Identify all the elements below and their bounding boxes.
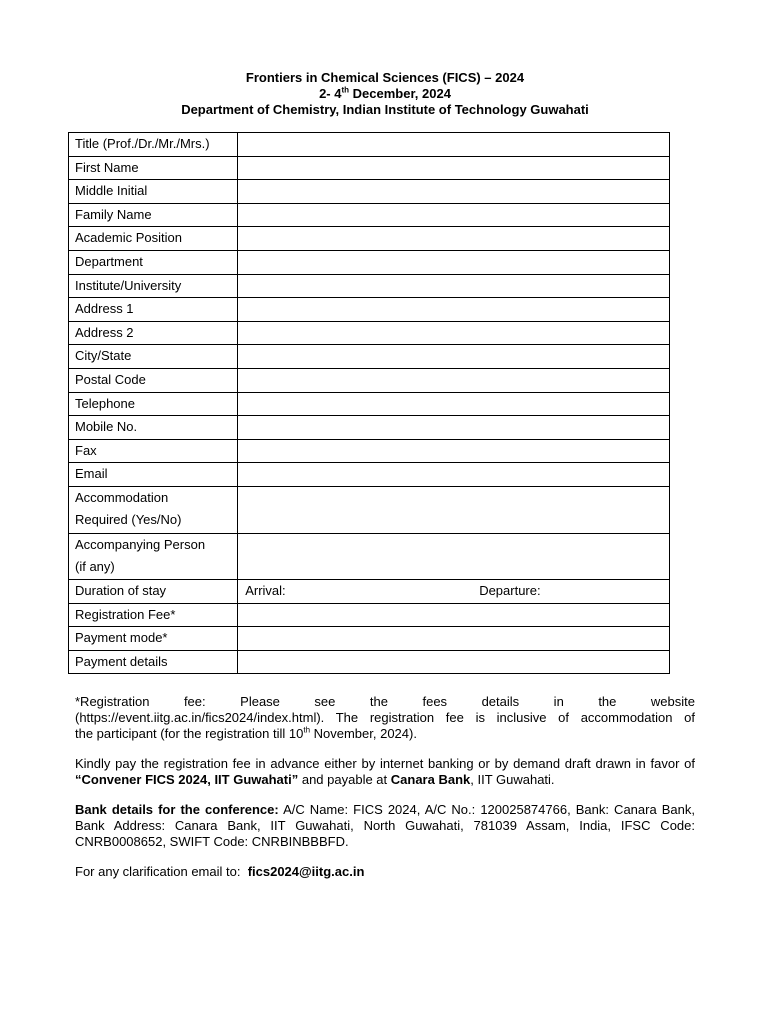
department-line: Department of Chemistry, Indian Institute of Technology Guwahati [181, 102, 589, 117]
bank-details-text: A/C Name: FICS 2024, A/C No.: 120025874766, Bank: Canara Bank, Bank Address: Canara Bank, IIT Guwahati, North Guwahati, 781039 Assam, India, IFSC Code: CNRB0008652, SWIFT Code: CNRBINBBBFD. [75, 802, 695, 849]
form-row-postal-code [69, 368, 670, 392]
label-accompanying-line2: (if any) [75, 558, 115, 574]
label-title: Title (Prof./Dr./Mr./Mrs.) [69, 133, 238, 157]
contact-email-link[interactable]: fics2024@iitg.ac.in [247, 864, 365, 879]
bank-details-label: Bank details for the conference: [75, 802, 279, 817]
conference-dates [0, 86, 770, 102]
form-row-city-state [69, 345, 670, 369]
field-mobile[interactable] [238, 416, 670, 440]
document-header [0, 70, 770, 118]
payment-text-start: Kindly pay the registration fee in advance either by internet banking or by demand draft drawn in favor of [75, 756, 695, 771]
label-address-2: Address 2 [69, 321, 238, 345]
label-accompanying-line1: Accompanying Person [75, 536, 206, 552]
contact-text: For any clarification email to: [75, 864, 248, 879]
dates-superscript: th [341, 85, 350, 95]
departure-label: Departure: [479, 583, 541, 599]
label-academic-position: Academic Position [69, 227, 238, 251]
field-academic-position[interactable] [238, 227, 670, 251]
registration-form-table [68, 132, 670, 674]
form-row-first-name [69, 156, 670, 180]
label-institute: Institute/University [69, 274, 238, 298]
form-row-payment-details [69, 650, 670, 674]
field-payment-mode[interactable] [238, 627, 670, 651]
label-city-state: City/State [69, 345, 238, 369]
label-duration: Duration of stay [69, 580, 238, 604]
label-payment-mode: Payment mode* [69, 627, 238, 651]
form-row-accompanying-person [69, 533, 670, 580]
field-family-name[interactable] [238, 203, 670, 227]
form-row-payment-mode [69, 627, 670, 651]
field-payment-details[interactable] [238, 650, 670, 674]
field-postal-code[interactable] [238, 368, 670, 392]
fee-note-line3-start: the participant (for the registration till 10 [75, 726, 304, 741]
label-registration-fee: Registration Fee* [69, 603, 238, 627]
form-row-address-1 [69, 298, 670, 322]
field-city-state[interactable] [238, 345, 670, 369]
field-accompanying-person[interactable] [238, 533, 670, 580]
field-first-name[interactable] [238, 156, 670, 180]
dates-end: December, 2024 [349, 86, 451, 101]
label-payment-details: Payment details [69, 650, 238, 674]
form-row-email [69, 463, 670, 487]
field-accommodation[interactable] [238, 486, 670, 533]
label-accommodation-line1: Accommodation [75, 489, 169, 505]
field-institute[interactable] [238, 274, 670, 298]
field-duration[interactable] [238, 580, 670, 604]
form-row-address-2 [69, 321, 670, 345]
fee-note-line1: *Registration fee: Please see the fees details in the website [75, 694, 695, 709]
form-row-title [69, 133, 670, 157]
field-telephone[interactable] [238, 392, 670, 416]
label-accommodation-line2: Required (Yes/No) [75, 511, 182, 527]
payment-instructions [75, 756, 695, 788]
form-row-telephone [69, 392, 670, 416]
form-row-registration-fee [69, 603, 670, 627]
label-department: Department [69, 250, 238, 274]
registration-fee-note [75, 694, 695, 742]
bank-details [75, 802, 695, 850]
payment-text-mid: and payable at [298, 772, 391, 787]
label-first-name: First Name [69, 156, 238, 180]
fee-note-line3-end: November, 2024). [310, 726, 417, 741]
bank-name: Canara Bank [390, 772, 471, 787]
label-middle-initial: Middle Initial [69, 180, 238, 204]
form-row-middle-initial [69, 180, 670, 204]
label-mobile: Mobile No. [69, 416, 238, 440]
fee-note-superscript: th [303, 725, 311, 735]
form-row-academic-position [69, 227, 670, 251]
field-registration-fee[interactable] [238, 603, 670, 627]
field-address-1[interactable] [238, 298, 670, 322]
notes-section [75, 694, 695, 894]
label-family-name: Family Name [69, 203, 238, 227]
field-address-2[interactable] [238, 321, 670, 345]
field-department[interactable] [238, 250, 670, 274]
form-row-accommodation [69, 486, 670, 533]
field-middle-initial[interactable] [238, 180, 670, 204]
form-row-family-name [69, 203, 670, 227]
field-fax[interactable] [238, 439, 670, 463]
form-row-mobile [69, 416, 670, 440]
label-telephone: Telephone [69, 392, 238, 416]
field-title[interactable] [238, 133, 670, 157]
conference-title: Frontiers in Chemical Sciences (FICS) – 2024 [245, 70, 525, 85]
dates-start: 2- 4 [319, 86, 342, 101]
label-fax: Fax [69, 439, 238, 463]
fee-note-line2: (https://event.iitg.ac.in/fics2024/index.html). The registration fee is inclusive of accommodation of [75, 710, 695, 725]
label-email: Email [69, 463, 238, 487]
payment-text-end: , IIT Guwahati. [470, 772, 555, 787]
payee-name: “Convener FICS 2024, IIT Guwahati” [75, 772, 299, 787]
field-email[interactable] [238, 463, 670, 487]
form-row-fax [69, 439, 670, 463]
form-row-institute [69, 274, 670, 298]
fee-note-line3 [75, 726, 695, 742]
label-accompanying-person [69, 533, 238, 580]
form-row-department [69, 250, 670, 274]
label-address-1: Address 1 [69, 298, 238, 322]
label-postal-code: Postal Code [69, 368, 238, 392]
arrival-label: Arrival: [245, 583, 286, 599]
form-row-duration [69, 580, 670, 604]
label-accommodation [69, 486, 238, 533]
contact-line [75, 864, 695, 880]
